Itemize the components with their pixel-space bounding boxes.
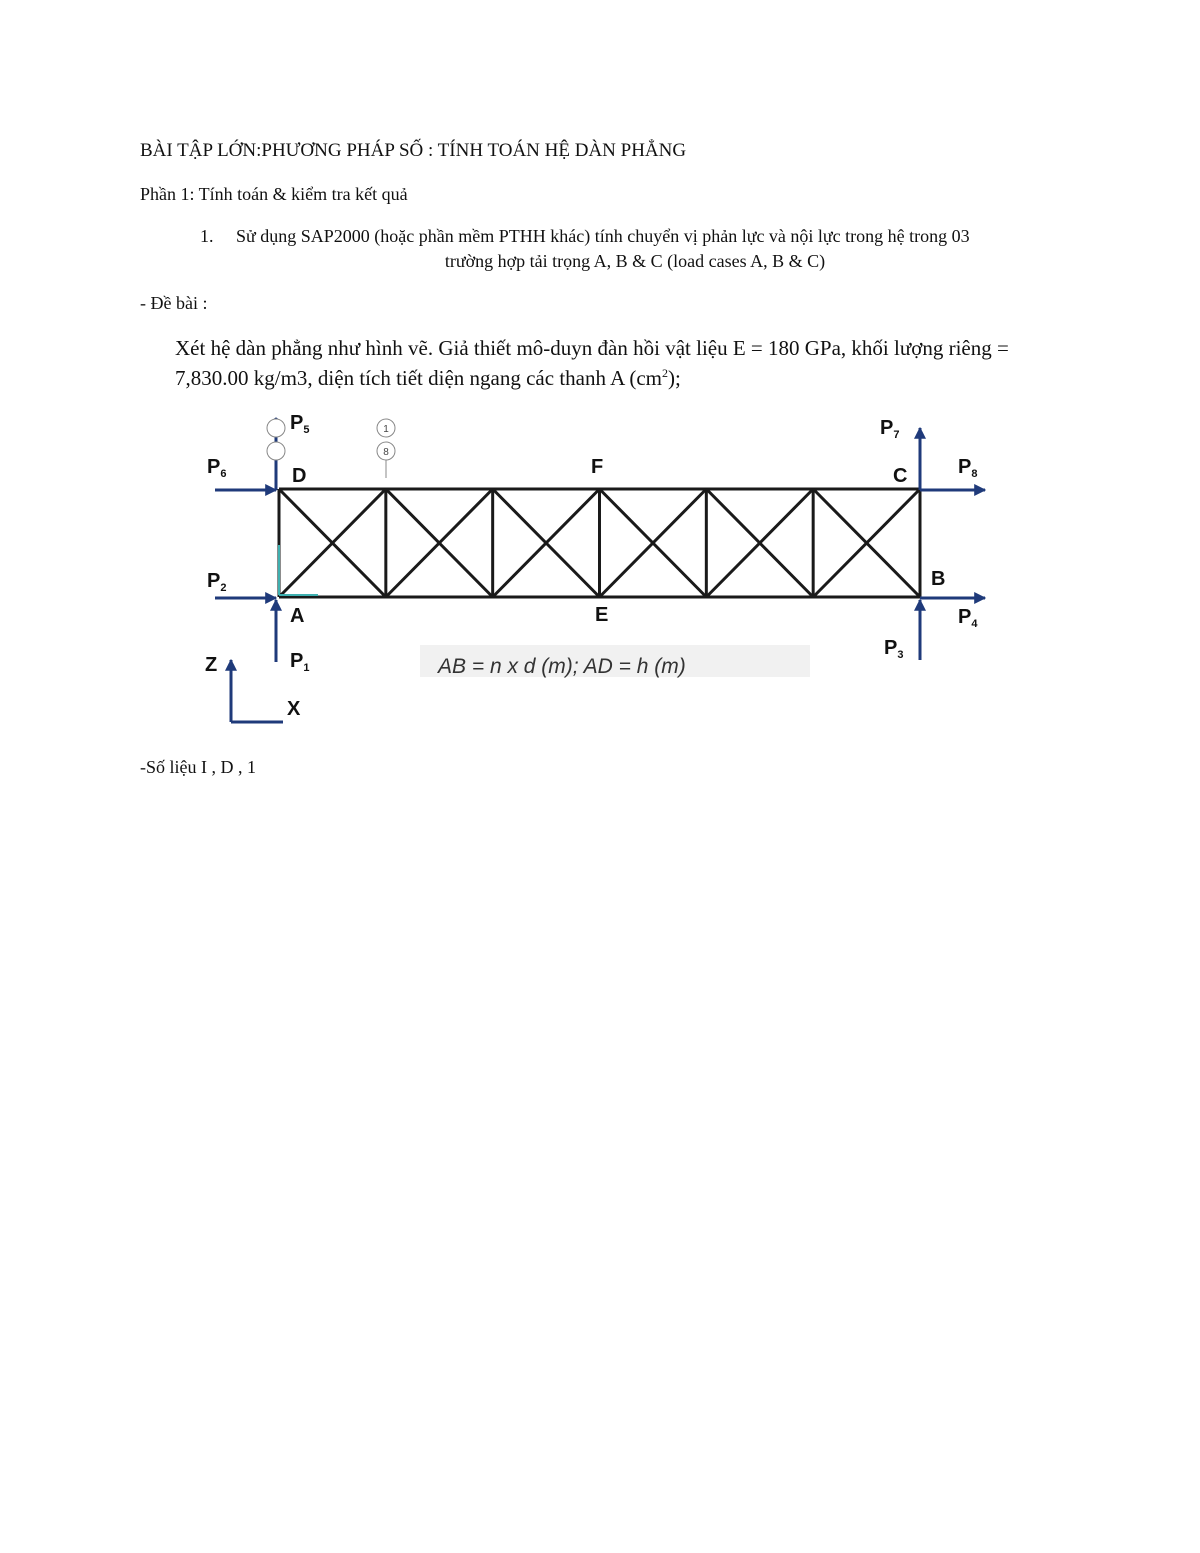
- node-label-e: E: [595, 604, 609, 626]
- document-title: BÀI TẬP LỚN:PHƯƠNG PHÁP SỐ : TÍNH TOÁN HỆ DÀN PHẲNG: [140, 140, 687, 161]
- marker-bottom-label: 8: [383, 447, 389, 458]
- problem-label: - Đề bài :: [140, 293, 208, 313]
- load-label-p7: $P_7$: [880, 417, 900, 441]
- problem-statement-text: 7,830.00 kg/m3, diện tích tiết diện ngang các thanh A (cm: [175, 366, 662, 390]
- truss-members: [279, 489, 920, 597]
- equation-label: AB = n x d (m); AD = h (m): [438, 655, 686, 678]
- node-label-d: D: [292, 465, 307, 487]
- load-label-p2: $P_2$: [207, 570, 227, 594]
- axis-label-x: X: [287, 698, 301, 720]
- problem-statement-line1: Xét hệ dàn phẳng như hình vẽ. Giả thiết mô-duyn đàn hồi vật liệu E = 180 GPa, khối lượng riêng =: [175, 336, 1009, 360]
- load-label-p8: $P_8$: [958, 456, 978, 480]
- load-label-p1: $P_1$: [290, 650, 310, 674]
- list-item-number: 1.: [200, 226, 214, 246]
- problem-statement-line2: [175, 366, 681, 391]
- axis-label-z: Z: [205, 654, 218, 676]
- problem-statement-end: );: [667, 366, 681, 390]
- truss-diagram: [190, 400, 1020, 740]
- support-symbol: [279, 545, 318, 595]
- node-label-a: A: [290, 605, 305, 627]
- load-label-p5: $P_5$: [290, 412, 310, 436]
- load-label-p4: $P_4$: [958, 606, 978, 630]
- superscript: 2: [661, 366, 668, 380]
- node-label-c: C: [893, 465, 908, 487]
- data-label: -Số liệu I , D , 1: [140, 757, 256, 777]
- node-label-f: F: [591, 456, 604, 478]
- marker-top-label: 1: [383, 424, 389, 435]
- list-item-text-line1: Sử dụng SAP2000 (hoặc phần mềm PTHH khác) tính chuyển vị phản lực và nội lực trong hệ trong 03: [236, 226, 970, 246]
- section-markers: [267, 419, 395, 478]
- coordinate-axes: [231, 660, 283, 722]
- node-label-b: B: [931, 568, 946, 590]
- load-label-p3: $P_3$: [884, 637, 904, 661]
- load-label-p6: $P_6$: [207, 456, 227, 480]
- part-heading: Phần 1: Tính toán & kiểm tra kết quả: [140, 184, 408, 204]
- list-item-text-line2: trường hợp tải trọng A, B & C (load cases A, B & C): [444, 251, 826, 271]
